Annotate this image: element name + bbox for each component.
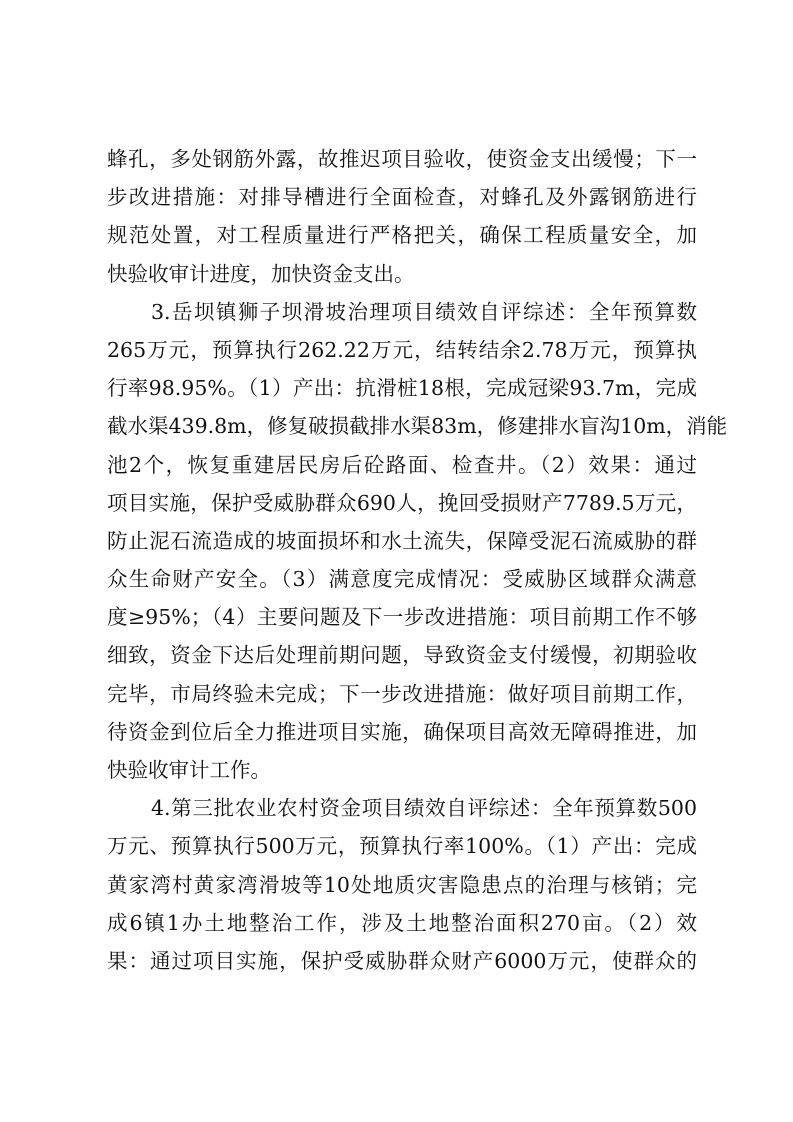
text-line: 度≥95%；（4）主要问题及下一步改进措施：项目前期工作不够	[107, 605, 697, 630]
text-line: 万元、预算执行500万元，预算执行率100%。（1）产出：完成	[107, 834, 697, 859]
text-line: 细致，资金下达后处理前期问题，导致资金支付缓慢，初期验收	[107, 643, 697, 668]
text-line: 265万元，预算执行262.22万元，结转结余2.78万元，预算执	[107, 337, 697, 362]
text-line: 蜂孔，多处钢筋外露，故推迟项目验收，使资金支出缓慢；下一	[107, 147, 697, 171]
paragraph-4-first-line: 4.第三批农业农村资金项目绩效自评综述：全年预算数500	[151, 796, 697, 821]
text-line: 池2个，恢复重建居民房后砼路面、检查井。（2）效果：通过	[107, 452, 697, 477]
text-line: 完毕，市局终验未完成；下一步改进措施：做好项目前期工作，	[107, 681, 697, 706]
text-line: 规范处置，对工程质量进行严格把关，确保工程质量安全，加	[107, 223, 697, 248]
text-line: 项目实施，保护受威胁群众690人，挽回受损财产7789.5万元，	[107, 490, 697, 515]
text-line: 待资金到位后全力推进项目实施，确保项目高效无障碍推进，加	[107, 719, 697, 744]
text-line: 快验收审计进度，加快资金支出。	[107, 261, 415, 286]
text-line: 截水渠439.8m，修复破损截排水渠83m，修建排水盲沟10m，消能	[107, 414, 728, 439]
document-body	[107, 140, 728, 980]
text-line: 快验收审计工作。	[107, 758, 271, 782]
text-line: 防止泥石流造成的坡面损坏和水土流失，保障受泥石流威胁的群	[107, 528, 697, 553]
paragraph-3-first-line: 3.岳坝镇狮子坝滑坡治理项目绩效自评综述：全年预算数	[151, 299, 697, 324]
text-line: 黄家湾村黄家湾滑坡等10处地质灾害隐患点的治理与核销；完	[107, 872, 697, 897]
text-line: 众生命财产安全。（3）满意度完成情况：受威胁区域群众满意	[107, 567, 697, 592]
text-line: 行率98.95%。（1）产出：抗滑桩18根，完成冠梁93.7m，完成	[107, 376, 697, 401]
text-line: 步改进措施：对排导槽进行全面检查，对蜂孔及外露钢筋进行	[107, 185, 697, 210]
text-line: 果：通过项目实施，保护受威胁群众财产6000万元，使群众的	[107, 948, 697, 973]
text-line: 成6镇1办土地整治工作，涉及土地整治面积270亩。（2）效	[107, 910, 697, 935]
